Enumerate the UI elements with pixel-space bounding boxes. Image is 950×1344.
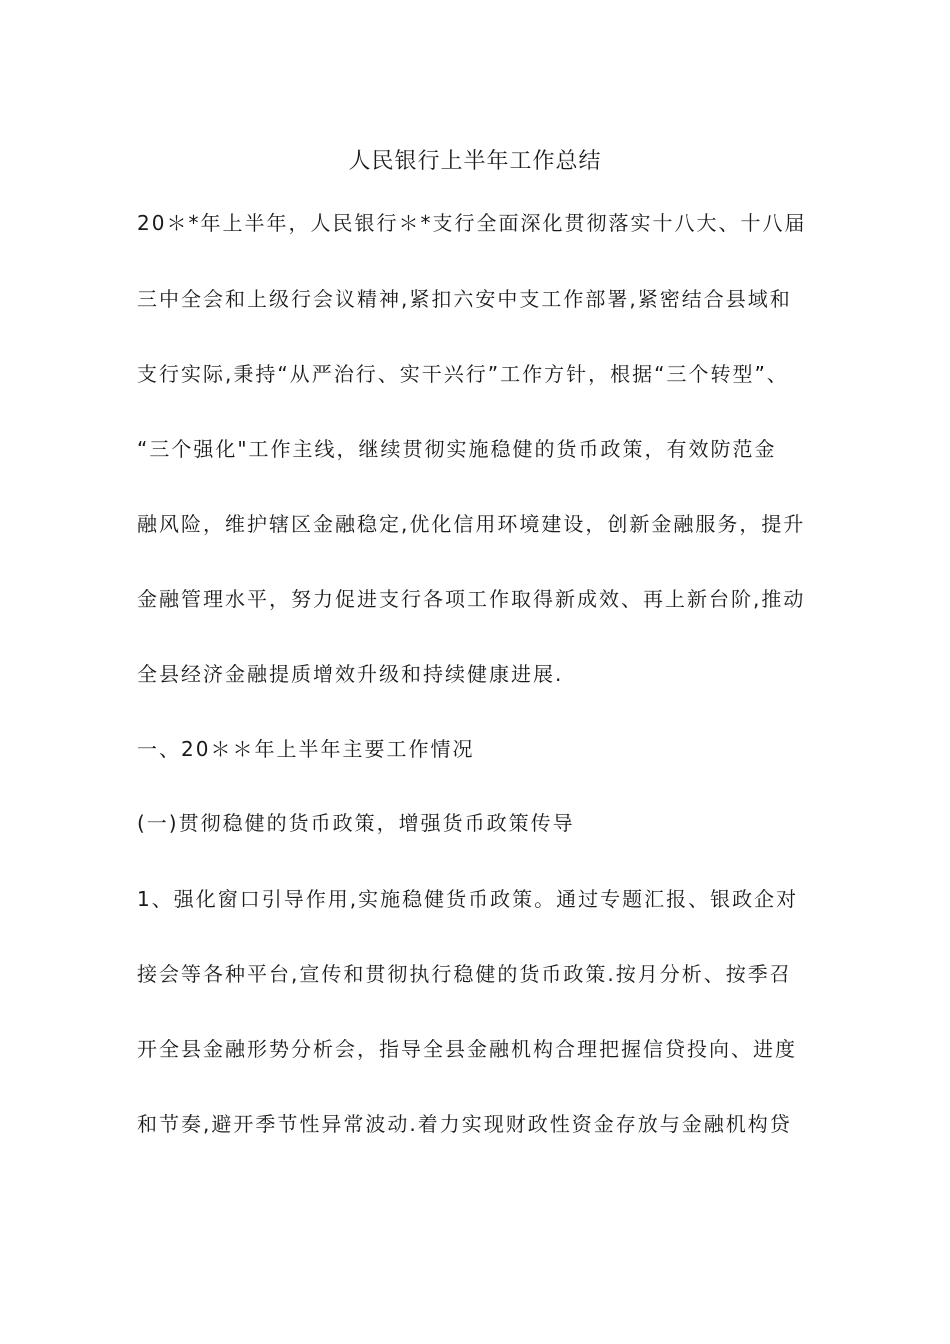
intro-line: “三个强化"工作主线，继续贯彻实施稳健的货币政策，有效防范金 <box>137 437 777 461</box>
item-line: 开全县金融形势分析会，指导全县金融机构合理把握信贷投向、进度 <box>137 1037 797 1061</box>
section-heading: 一、20＊＊年上半年主要工作情况 <box>137 737 475 761</box>
item-line: 1、强化窗口引导作用,实施稳健货币政策。通过专题汇报、银政企对 <box>137 887 799 911</box>
intro-line: 融风险，维护辖区金融稳定,优化信用环境建设，创新金融服务，提升 <box>137 512 806 536</box>
item-line: 和节奏,避开季节性异常波动.着力实现财政性资金存放与金融机构贷 <box>137 1112 792 1136</box>
subsection-heading: (一)贯彻稳健的货币政策，增强货币政策传导 <box>137 811 575 835</box>
document-title: 人民银行上半年工作总结 <box>348 149 602 174</box>
intro-line: 20＊*年上半年，人民银行＊*支行全面深化贯彻落实十八大、十八届 <box>137 211 807 235</box>
intro-line: 全县经济金融提质增效升级和持续健康进展. <box>137 662 564 686</box>
intro-line: 三中全会和上级行会议精神,紧扣六安中支工作部署,紧密结合县域和 <box>137 287 792 311</box>
item-line: 接会等各种平台,宣传和贯彻执行稳健的货币政策.按月分析、按季召 <box>137 962 792 986</box>
intro-line: 支行实际,秉持“从严治行、实干兴行”工作方针，根据“三个转型”、 <box>137 362 789 386</box>
intro-line: 金融管理水平，努力促进支行各项工作取得新成效、再上新台阶,推动 <box>137 587 806 611</box>
